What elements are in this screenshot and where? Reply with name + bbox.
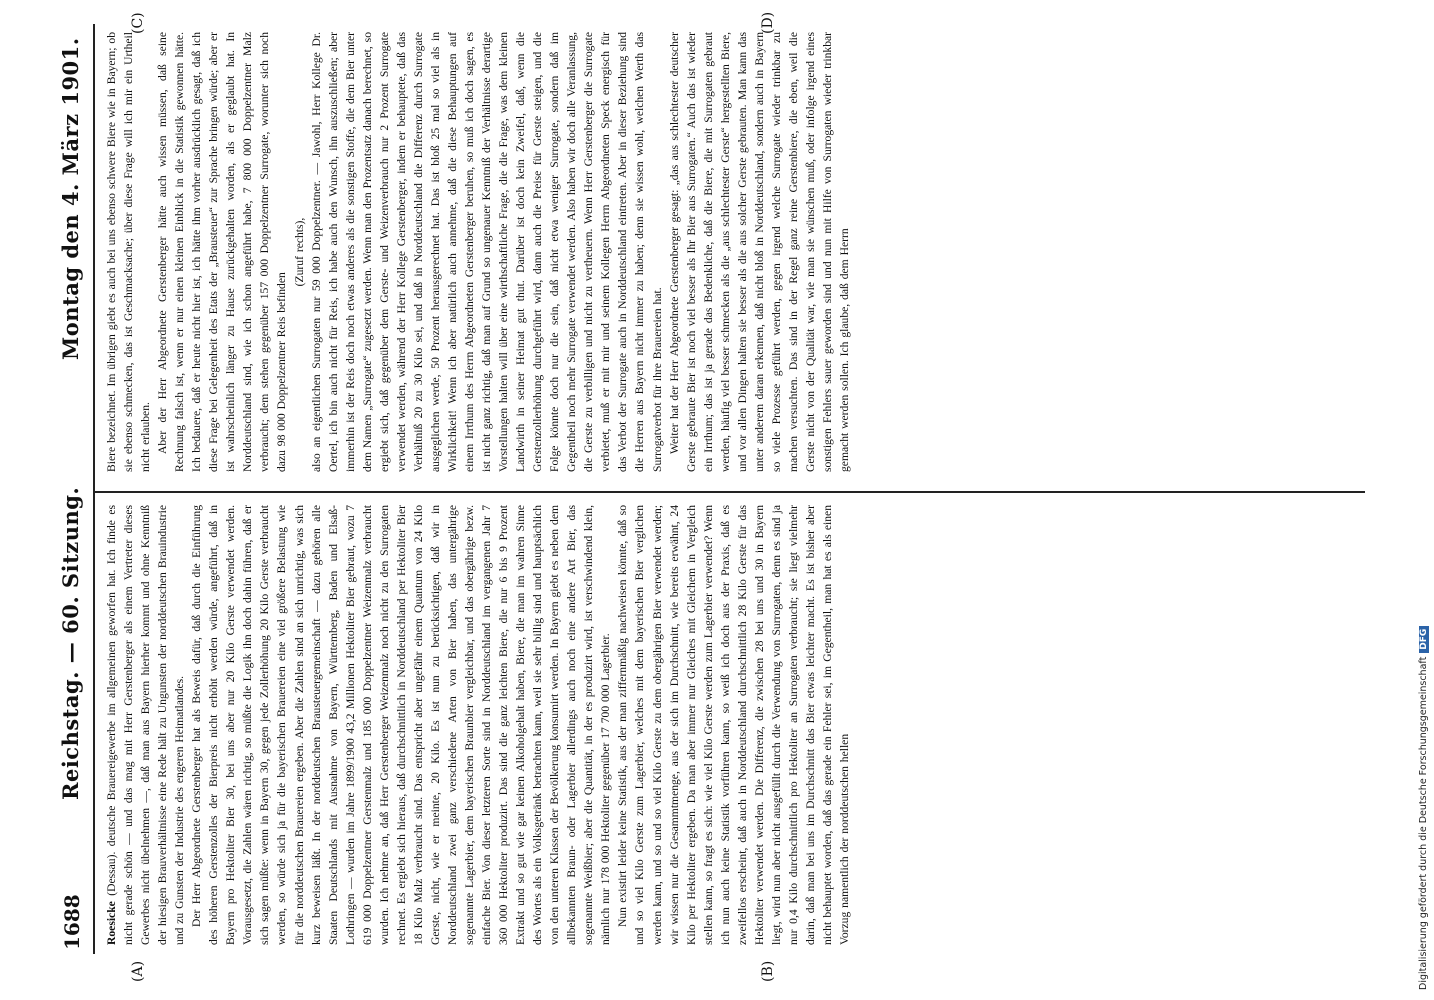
header-title: Reichstag. — 60. Sitzung.: [58, 486, 83, 800]
digitization-credit: [1418, 10, 1432, 990]
page-header: [52, 0, 92, 1000]
header-rule: [93, 24, 95, 954]
page-number: 1688: [60, 894, 84, 950]
paragraph: Nun existirt leider keine Statistik, aus der man ziffernmäßig nachweisen könnte, daß so und so viel Kilo Gerste zum Lagerbier, welches mit dem bayerischen Bier verglichen werden kann, und so und so viel Kilo Gerste zu dem obergährigen Bier verwendet werden; wir wissen nur die Gesammtmenge, aus der sich im Durchschnitt, wie bereits erwähnt, 24 Kilo per Hektoliter ergeben. Da man aber immer nur Gleiches mit Gleichem in Vergleich stellen kann, so fragt es sich: wie viel Kilo Gerste werden zum Lagerbier verwendet? Wenn ich nun auch keine Statistik vorführen kann, so weiß ich doch aus der Praxis, daß es zweifellos erscheint, daß auch in Norddeutschland durchschnittlich 28 Kilo Gerste für das Hektoliter verwendet werden. Die Differenz, die zwischen 28 bei uns und 30 in Bayern liegt, wird nun aber nicht ausgefüllt durch die Verwendung von Surrogaten, denn es sind ja nur 0,4 Kilo durchschnittlich pro Hektoliter an Surrogaten verbraucht; sie liegt vielmehr darin, daß man bei uns im Durchschnitt das Bier etwas leichter macht. Es ist bisher aber nicht behauptet worden, daß das gerade ein Fehler sei, im Gegentheil, man hat es als einen Vorzug namentlich der norddeutschen hellen: [616, 505, 852, 945]
margin-mark-c: (C): [130, 12, 146, 34]
column-divider: [95, 491, 1365, 493]
interjection: (Zuruf rechts),: [292, 217, 306, 287]
paragraph: Der Herr Abgeordnete Gerstenberger hat als Beweis dafür, daß durch die Einführung des höheren Gerstenzolles der Bierpreis nicht erhöht werden würde, angeführt, daß in Bayern pro Hektoliter Bier 30, bei uns aber nur 20 Kilo Gerste verwendet werden. Vorausgesetzt, die Zahlen wären richtig, so müßte die Logik ihn doch dahin führen, daß er sich sagen müßte: wenn in Bayern 30, gegen jede Zollerhöhung 20 Kilo Gerste verbraucht werden, so würde sich ja für die bayerischen Brauereien eine viel größere Belastung wie für die norddeutschen Brauereien ergeben. Aber die Zahlen sind an sich unrichtig, was sich kurz beweisen läßt. In der norddeutschen Brausteuergemeinschaft — dazu gehören alle Staaten Deutschlands mit Ausnahme von Bayern, Württemberg, Baden und Elsaß-Lothringen — wurden im Jahre 1899/1900 43,2 Millionen Hektoliter Bier gebraut, wozu 7 619 000 Doppelzentner Gerstenmalz und 185 000 Doppelzentner Weizenmalz verbraucht wurden. Ich nehme an, daß Herr Gerstenberger Weizenmalz noch nicht zu den Surrogaten rechnet. Es ergiebt sich hieraus, daß durchschnittlich in Norddeutschland per Hektoliter Bier 18 Kilo Malz verbraucht sind. Das entspricht aber ungefähr einem Quantum von 24 Kilo Gerste, nicht, wie er meinte, 20 Kilo. Es ist nun zu berücksichtigen, daß wir in Norddeutschland zwei ganz verschiedene Arten von Bier haben, das untergährige sogenannte Lagerbier, dem bayerischen Braunbier vergleichbar, und das obergährige bezw. einfache Bier. Von dieser letzteren Sorte sind in Norddeutschland im vergangenen Jahr 7 360 000 Hektoliter produzirt. Das sind die ganz leichten Biere, die nur 6 bis 9 Prozent Extrakt und so gut wie gar keinen Alkoholgehalt haben, Biere, die man im wahren Sinne des Wortes als ein Volksgetränk betrachten kann, weil sie sehr billig sind und hauptsächlich von den unteren Klassen der Bevölkerung konsumirt werden. In Bayern giebt es neben dem allbekannten Braun- oder Lagerbier allerdings auch noch eine andere Art Bier, das sogenannte Weißbier; aber die Quantität, in der es produzirt wird, ist verschwindend klein, nämlich nur 178 000 Hektoliter gegenüber 17 700 000 Lagerbier.: [190, 505, 613, 945]
margin-mark-b: (B): [760, 960, 776, 982]
text-column-left: [103, 505, 853, 945]
paragraph: [103, 505, 188, 945]
speaker-name: Roesicke: [105, 901, 118, 945]
paragraph: also an eigentlichen Surrogaten nur 59 000 Doppelzentner. — Jawohl, Herr Kollege Dr. Oertel, ich bin auch nicht für Reis, ich habe auch den Wunsch, ihn auszuschließen; aber immerhin ist der Reis doch noch etwas anderes als die sonstigen Stoffe, die dem Bier unter dem Namen „Surrogate“ zugesetzt werden. Wenn man den Prozentsatz danach berechnet, so ergiebt sich, daß gegenüber dem Gerste- und Weizenverbrauch nur 2 Prozent Surrogate verwendet werden, während der Herr Kollege Gerstenberger, indem er behauptete, daß das Verhältniß 20 zu 30 Kilo sei, und daß in Norddeutschland die Differenz durch Surrogate ausgeglichen werde, 50 Prozent herausgerechnet hat. Das ist bloß 25 mal so viel als in Wirklichkeit! Wenn ich aber natürlich auch annehme, daß die diese Behauptungen auf einem Irrthum des Herrn Abgeordneten Gerstenberger beruhen, so muß ich doch sagen, es ist nicht ganz richtig, daß man auf Grund so ungenauer Kenntniß der Verhältnisse derartige Vorstellungen halten will über eine wirthschaftliche Frage, die die Frage, was dem kleinen Landwirth in seiner Heimat gut thut. Darüber ist doch kein Zweifel, daß, wenn die Gerstenzollerhöhung durchgeführt wird, dann auch die Preise für Gerste steigen, und die Folge könnte doch nur die sein, daß nicht etwa weniger Surrogate, sondern daß im Gegentheil noch mehr Surrogate verwendet werden. Also haben wir doch alle Veranlassung, die Gerste zu verbilligen und nicht zu vertheuern. Wenn Herr Gerstenberger die Surrogate verbietet, muß er mit mir und seinem Kollegen Herrn Abgeordneten Speck energisch für das Verbot der Surrogate auch in Norddeutschland eintreten. Aber in dieser Beziehung sind die Herren aus Bayern nicht immer zu haben; denn sie wissen wohl, welchen Werth das Surrogatverbot für ihre Brauereien hat.: [309, 32, 664, 472]
speaker-note: (Dessau).: [105, 851, 118, 896]
header-date: Montag den 4. März 1901.: [58, 37, 83, 360]
margin-mark-d: (D): [760, 11, 776, 34]
paragraph: Weiter hat der Herr Abgeordnete Gerstenberger gesagt: „das aus schlechtester deutscher Gerste gebraute Bier ist noch viel besser als Ihr Bier aus Surrogaten.“ Auch das ist wieder ein Irrthum; das ist ja gerade das Bedenkliche, daß die Biere, die mit Surrogaten gebraut werden, häufig viel besser schmecken als die „aus schlechtester Gerste“ hergestellten Biere, und vor allen Dingen halten sie besser als die aus solcher Gerste gebrauten. Man kann das unter anderem daran erkennen, daß nicht bloß in Norddeutschland, sondern auch in Bayern so viele Prozesse geführt werden, gegen irgend welche Surrogate wieder trinkbar zu machen versuchten. Das sind in der Regel ganz reine Gerstenbiere, die eben, weil die Gerste nicht von der Qualität war, wie man sie wünschen muß, oder infolge irgend eines sonstigen Fehlers sauer geworden sind und nun mit Hilfe von Surrogaten wieder trinkbar gemacht werden sollen. Ich glaube, daß dem Herrn: [667, 32, 852, 472]
margin-mark-a: (A): [130, 960, 146, 982]
text-column-right: [103, 32, 853, 472]
credit-text: Digitalisierung gefördert durch die Deutsche Forschungsgemeinschaft: [1418, 656, 1429, 990]
paragraph: Biere bezeichnet. Im übrigen giebt es auch bei uns ebenso schwere Biere wie in Bayern; ob sie ebenso schmecken, das ist Geschmacksache; über diese Frage will ich mir ein Urtheil nicht erlauben.: [105, 32, 153, 472]
dfg-logo: DFG: [1419, 626, 1429, 653]
paragraph: Aber der Herr Abgeordnete Gerstenberger hätte auch wissen müssen, daß seine Rechnung falsch ist, wenn er nur einen kleinen Einblick in die Statistik gewonnen hätte. Ich bedauere, daß er heute nicht hier ist, ich hätte ihm vorher ausdrücklich gesagt, daß ich diese Frage bei Gelegenheit des Etats der „Brausteuer“ zur Sprache bringen würde; aber er ist wahrscheinlich länger zu Hause zurückgehalten worden, als er geglaubt hat. In Norddeutschland sind, wie ich schon angeführt habe, 7 800 000 Doppelzentner Malz verbraucht; dem stehen gegenüber 157 000 Doppelzentner Surrogate, worunter sich noch dazu 98 000 Doppelzentner Reis befinden: [156, 32, 289, 472]
paragraph-text: deutsche Brauereigewerbe im allgemeinen geworfen hat. Ich finde es nicht gerade schön — und das mag mit Herr Gerstenberger als einem Vertreter dieses Gewerbes nicht übelnehmen —, daß man aus Bayern hierher kommt und ohne Kenntniß der hiesigen Brauverhältnisse eine Rede hält zu Ungunsten der norddeutschen Brauindustrie und zu Gunsten der Industrie des engeren Heimatlandes.: [105, 505, 187, 945]
